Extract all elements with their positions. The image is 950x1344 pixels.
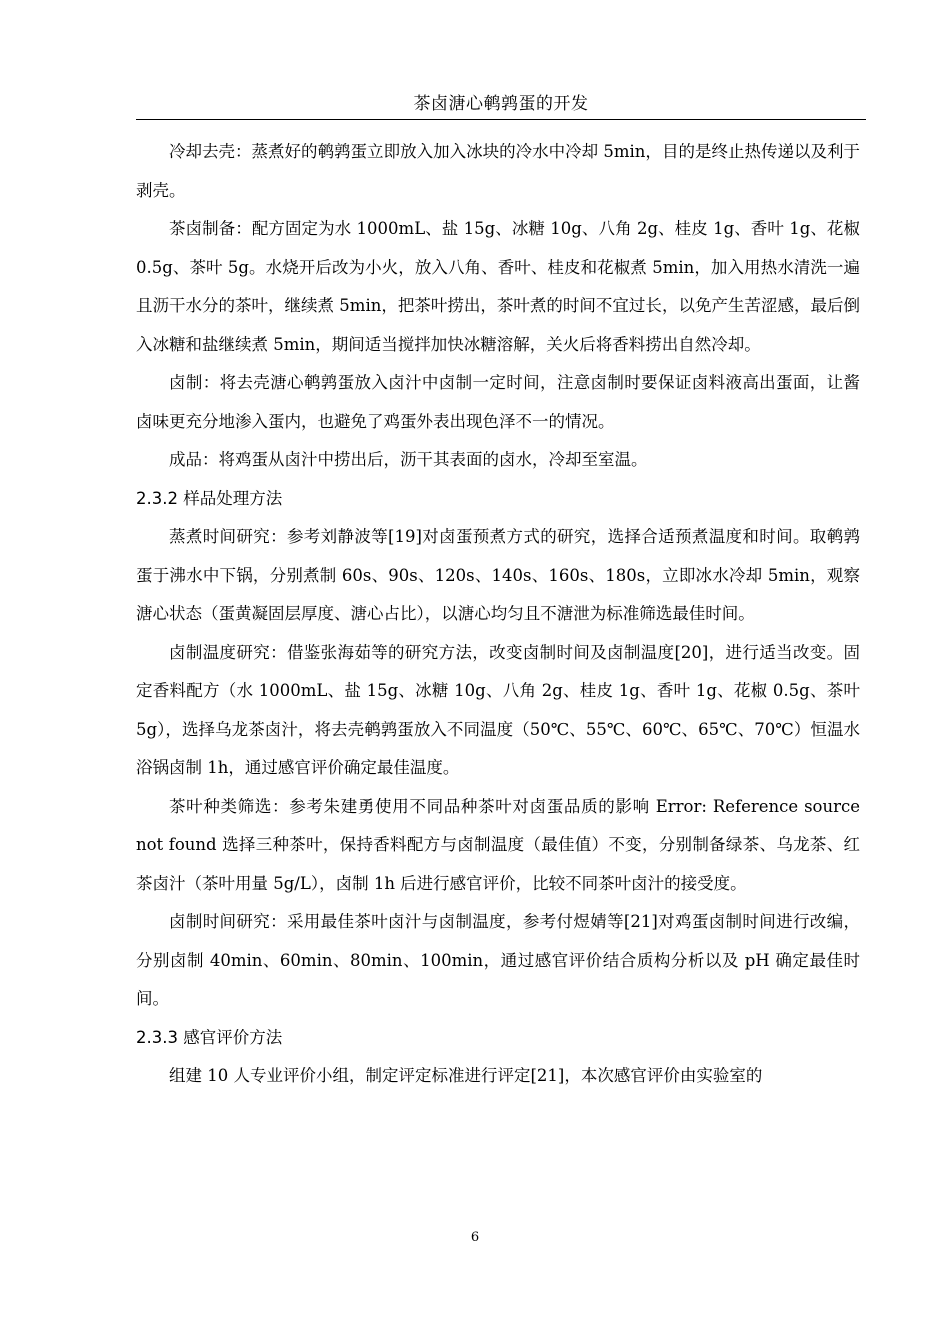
paragraph-boiling-time-study: 蒸煮时间研究：参考刘静波等[19]对卤蛋预煮方式的研究，选择合适预煮温度和时间。取鹌鹑蛋于沸水中下锅，分别煮制 60s、90s、120s、140s、160s、180s，立即冰水冷却 5min，观察溏心状态（蛋黄凝固层厚度、溏心占比），以溏心均匀且不溏泄为标准筛选最佳时间。 xyxy=(136,527,860,623)
paragraph-marinating-temperature-study: 卤制温度研究：借鉴张海茹等的研究方法，改变卤制时间及卤制温度[20]，进行适当改变。固定香料配方（水 1000mL、盐 15g、冰糖 10g、八角 2g、桂皮 1g、香叶 1g、花椒 0.5g、茶叶 5g），选择乌龙茶卤汁，将去壳鹌鹑蛋放入不同温度（50℃、55℃、60℃、65℃、70℃）恒温水浴锅卤制 1h，通过感官评价确定最佳温度。 xyxy=(136,642,860,777)
section-heading-2-3-2: 2.3.2 样品处理方法 xyxy=(136,488,283,508)
section-heading-2-3-3: 2.3.3 感官评价方法 xyxy=(136,1027,283,1047)
paragraph-tea-type-screening: 茶叶种类筛选：参考朱建勇使用不同品种茶叶对卤蛋品质的影响 Error: Reference source not found 选择三种茶叶，保持香料配方与卤制温度（最佳值）不变，分别制备绿茶、乌龙茶、红茶卤汁（茶叶用量 5g/L），卤制 1h 后进行感官评价，比较不同茶叶卤汁的接受度。 xyxy=(136,796,860,893)
page-body xyxy=(136,133,860,1096)
header-divider xyxy=(136,119,866,120)
running-header-title: 茶卤溏心鹌鹑蛋的开发 xyxy=(413,94,589,114)
paragraph-tea-brine-preparation: 茶卤制备：配方固定为水 1000mL、盐 15g、冰糖 10g、八角 2g、桂皮 1g、香叶 1g、花椒 0.5g、茶叶 5g。水烧开后改为小火，放入八角、香叶、桂皮和花椒煮 5min，加入用热水清洗一遍且沥干水分的茶叶，继续煮 5min，把茶叶捞出，茶叶煮的时间不宜过长，以免产生苦涩感，最后倒入冰糖和盐继续煮 5min，期间适当搅拌加快冰糖溶解，关火后将香料捞出自然冷却。 xyxy=(136,219,860,354)
paragraph-marinating: 卤制：将去壳溏心鹌鹑蛋放入卤汁中卤制一定时间，注意卤制时要保证卤料液高出蛋面，让酱卤味更充分地渗入蛋内，也避免了鸡蛋外表出现色泽不一的情况。 xyxy=(136,373,860,431)
paragraph-marinating-time-study: 卤制时间研究：采用最佳茶叶卤汁与卤制温度，参考付煜婧等[21]对鸡蛋卤制时间进行改编，分别卤制 40min、60min、80min、100min，通过感官评价结合质构分析以及 pH 确定最佳时间。 xyxy=(136,912,860,1008)
paragraph-finished-product: 成品：将鸡蛋从卤汁中捞出后，沥干其表面的卤水，冷却至室温。 xyxy=(169,450,648,469)
paragraph-cooling-peeling: 冷却去壳：蒸煮好的鹌鹑蛋立即放入加入冰块的冷水中冷却 5min，目的是终止热传递以及利于剥壳。 xyxy=(136,142,860,200)
page-number: 6 xyxy=(470,1230,480,1245)
paragraph-sensory-evaluation: 组建 10 人专业评价小组，制定评定标准进行评定[21]，本次感官评价由实验室的 xyxy=(169,1066,763,1085)
